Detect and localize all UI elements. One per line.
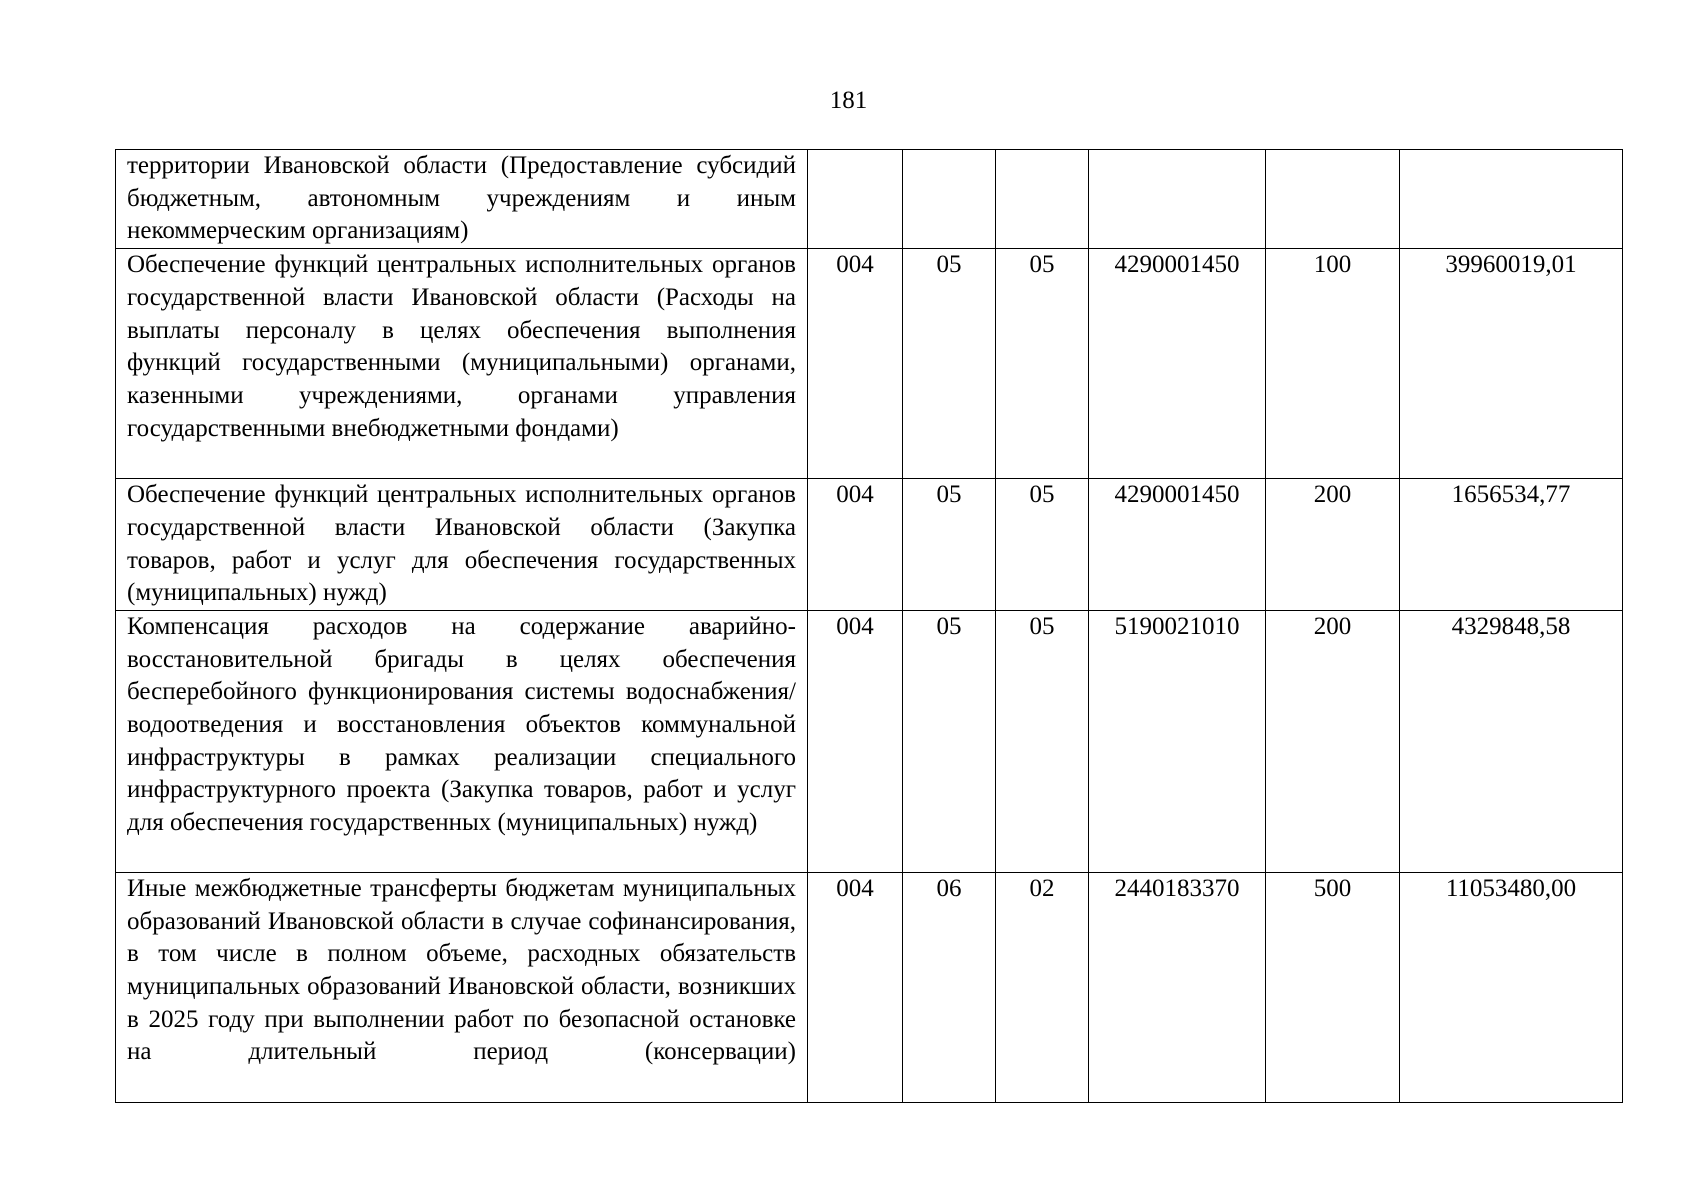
target-article-code: 4290001450 xyxy=(1089,249,1266,479)
table-row xyxy=(116,249,1623,479)
ministry-code: 004 xyxy=(808,249,903,479)
subsection-code: 05 xyxy=(996,479,1089,611)
subsection-code: 02 xyxy=(996,872,1089,1102)
table-row xyxy=(116,150,1623,249)
amount-value xyxy=(1400,150,1623,249)
expense-type-code: 500 xyxy=(1266,872,1400,1102)
amount-value: 11053480,00 xyxy=(1400,872,1623,1102)
section-code: 05 xyxy=(903,479,996,611)
target-article-code xyxy=(1089,150,1266,249)
page-number: 181 xyxy=(829,87,868,114)
table-row xyxy=(116,610,1623,872)
amount-value: 39960019,01 xyxy=(1400,249,1623,479)
subsection-code xyxy=(996,150,1089,249)
row-description: территории Ивановской области (Предоставление субсидий бюджетным, автономным учреждениям и иным некоммерческим организациям) xyxy=(116,150,808,249)
ministry-code xyxy=(808,150,903,249)
amount-value: 4329848,58 xyxy=(1400,610,1623,872)
section-code xyxy=(903,150,996,249)
section-code: 06 xyxy=(903,872,996,1102)
budget-table xyxy=(115,149,1623,1103)
ministry-code: 004 xyxy=(808,610,903,872)
expense-type-code: 200 xyxy=(1266,479,1400,611)
ministry-code: 004 xyxy=(808,479,903,611)
target-article-code: 5190021010 xyxy=(1089,610,1266,872)
table-row xyxy=(116,479,1623,611)
subsection-code: 05 xyxy=(996,249,1089,479)
target-article-code: 4290001450 xyxy=(1089,479,1266,611)
row-description: Обеспечение функций центральных исполнительных органов государственной власти Ивановской области (Закупка товаров, работ и услуг для обеспечения государственных (муниципальных) нужд) xyxy=(116,479,808,611)
target-article-code: 2440183370 xyxy=(1089,872,1266,1102)
row-description: Иные межбюджетные трансферты бюджетам муниципальных образований Ивановской области в случае софинансирования, в том числе в полном объеме, расходных обязательств муниципальных образований Ивановской области, возникших в 2025 году при выполнении работ по безопасной остановке на длительный период (консервации) xyxy=(116,872,808,1102)
row-description: Компенсация расходов на содержание аварийно-восстановительной бригады в целях обеспечения бесперебойного функционирования системы водоснабжения/водоотведения и восстановления объектов коммунальной инфраструктуры в рамках реализации специального инфраструктурного проекта (Закупка товаров, работ и услуг для обеспечения государственных (муниципальных) нужд) xyxy=(116,610,808,872)
row-description: Обеспечение функций центральных исполнительных органов государственной власти Ивановской области (Расходы на выплаты персоналу в целях обеспечения выполнения функций государственными (муниципальными) органами, казенными учреждениями, органами управления государственными внебюджетными фондами) xyxy=(116,249,808,479)
section-code: 05 xyxy=(903,249,996,479)
section-code: 05 xyxy=(903,610,996,872)
expense-type-code: 100 xyxy=(1266,249,1400,479)
table-row xyxy=(116,872,1623,1102)
amount-value: 1656534,77 xyxy=(1400,479,1623,611)
subsection-code: 05 xyxy=(996,610,1089,872)
expense-type-code xyxy=(1266,150,1400,249)
ministry-code: 004 xyxy=(808,872,903,1102)
expense-type-code: 200 xyxy=(1266,610,1400,872)
